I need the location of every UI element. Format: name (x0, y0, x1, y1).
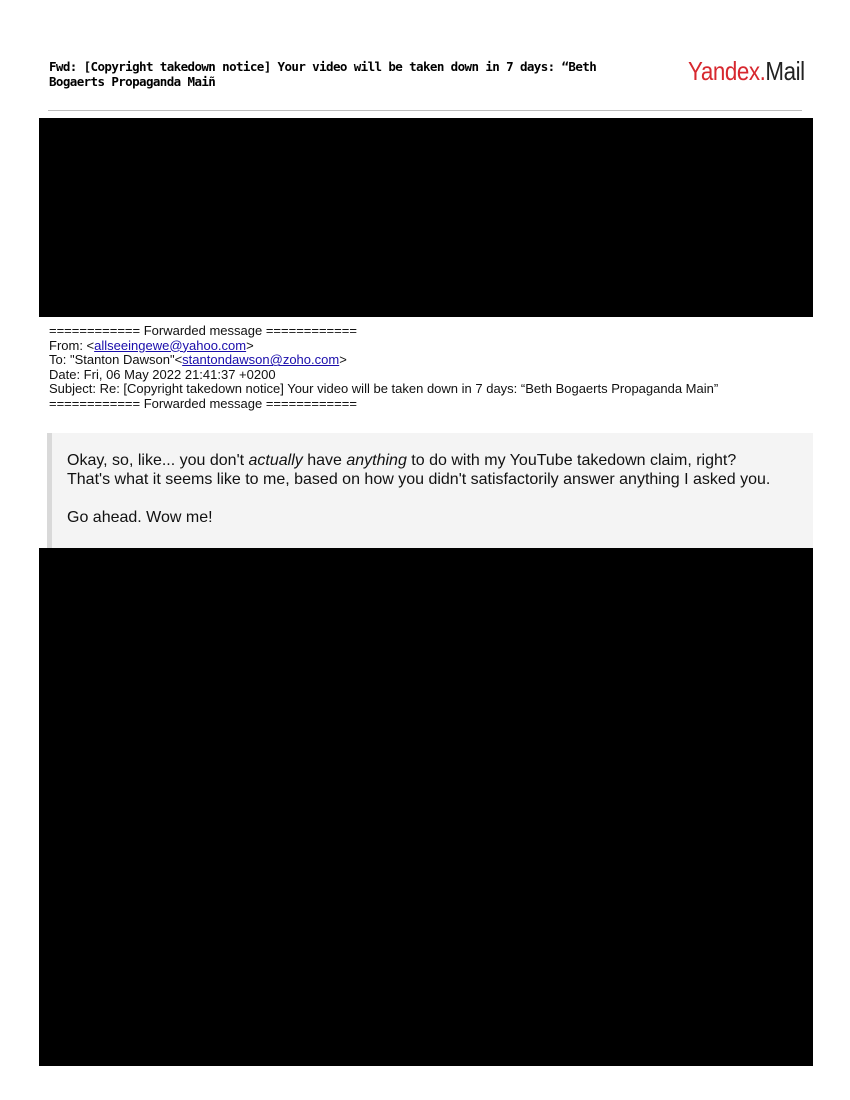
email-subject-title (49, 59, 669, 89)
logo-product: Mail (765, 56, 805, 86)
logo-dot: . (759, 56, 766, 86)
logo-brand: Yandex (688, 56, 760, 86)
quote-paragraph-2: Go ahead. Wow me! (67, 509, 213, 526)
to-email-link[interactable]: stantondawson@zoho.com (182, 352, 340, 368)
header-divider (48, 110, 802, 111)
to-line: To: "Stanton Dawson"<stantondawson@zoho.com> (49, 352, 347, 368)
subject-line: Subject: Re: [Copyright takedown notice] Your video will be taken down in 7 days: “Beth Bogaerts Propaganda Main” (49, 381, 719, 397)
redacted-block-top (39, 118, 813, 317)
forward-separator-start: ============ Forwarded message ============ (49, 323, 357, 338)
forwarded-message-header (49, 324, 829, 412)
from-line: From: <allseeingewe@yahoo.com> (49, 337, 254, 353)
yandex-mail-logo (688, 56, 805, 87)
forward-separator-end: ============ Forwarded message ============ (49, 395, 357, 411)
from-email-link[interactable]: allseeingewe@yahoo.com (94, 337, 247, 353)
quote-paragraph-1: Okay, so, like... you don't actually have anything to do with my YouTube takedown claim, right? (67, 452, 737, 469)
quoted-message-text (67, 451, 812, 527)
quote-paragraph-1-line-2: That's what it seems like to me, based on how you didn't satisfactorily answer anything I asked you. (67, 471, 771, 488)
subject-line-2: Bogaerts Propaganda Maiñ (49, 74, 216, 89)
redacted-block-bottom (39, 548, 813, 1066)
subject-line-1: Fwd: [Copyright takedown notice] Your video will be taken down in 7 days: “Beth (49, 59, 597, 74)
date-line: Date: Fri, 06 May 2022 21:41:37 +0200 (49, 366, 276, 382)
